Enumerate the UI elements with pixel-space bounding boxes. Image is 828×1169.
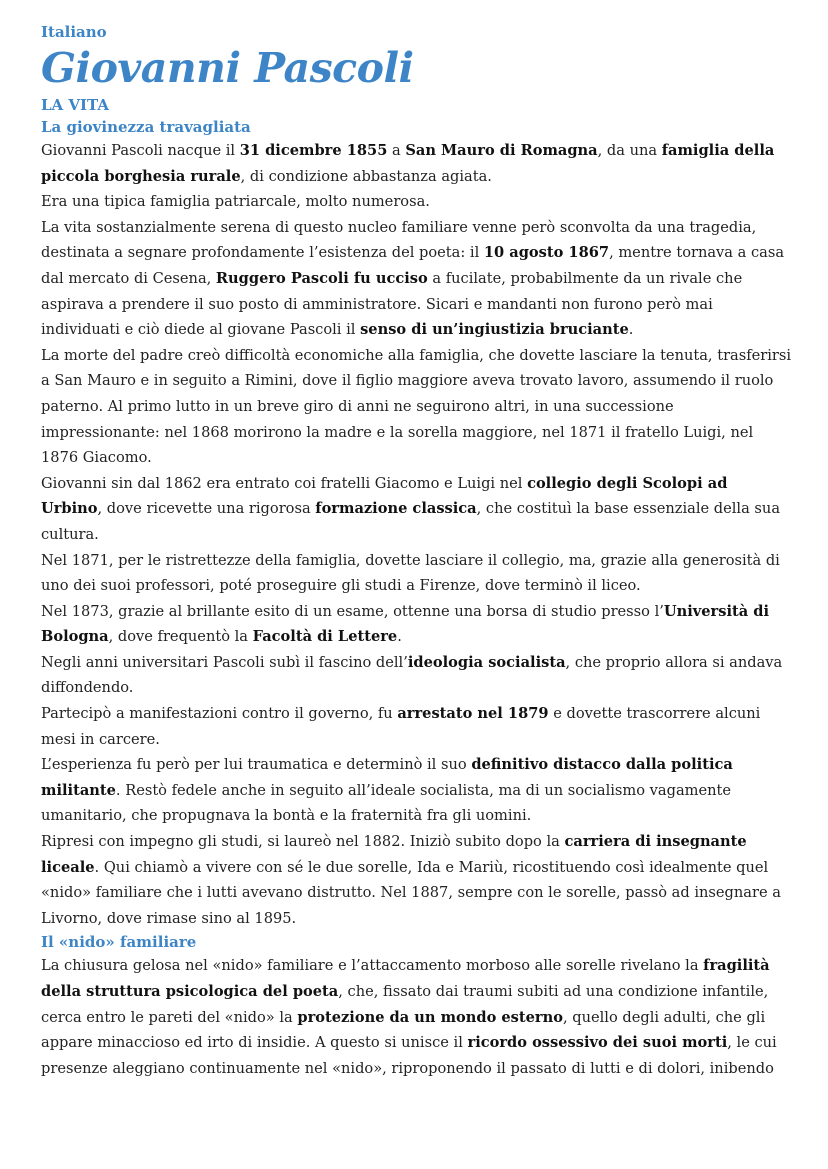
paragraph [41, 599, 793, 650]
text-run: e dovette trascorrere alcuni mesi in carcere. [41, 705, 761, 748]
bold-text: ideologia socialista [407, 653, 566, 671]
paragraph [41, 471, 793, 548]
section-heading-giovinezza: La giovinezza travagliata [41, 118, 251, 136]
giovinezza-body [41, 138, 793, 931]
text-run: Negli anni universitari Pascoli subì il fascino dell’ [41, 653, 408, 671]
bold-text: fragilità della struttura psicologica del poeta [41, 957, 770, 1000]
bold-text: collegio degli Scolopi ad Urbino [41, 474, 728, 518]
section-heading-vita: LA VITA [41, 96, 110, 114]
text-run: Ripresi con impegno gli studi, si laureò nel 1882. Iniziò subito dopo la [41, 833, 565, 851]
paragraph [41, 829, 793, 931]
text-run: La morte del padre creò difficoltà economiche alla famiglia, che dovette lasciare la tenuta, trasferirsi a San Mauro e in seguito a Rimini, dove il figlio maggiore aveva trovato lavoro, assumendo il ruolo paterno. Al primo lutto in un breve giro di anni ne seguirono altri, in una successione impressionante: nel 1868 morirono la madre e la sorella maggiore, nel 1871 il fratello Luigi, nel 1876 Giacomo. [41, 346, 792, 467]
text-run: , che proprio allora si andava diffondendo. [41, 653, 783, 697]
text-run: , da una [597, 142, 662, 159]
bold-text: ricordo ossessivo dei suoi morti [467, 1034, 728, 1052]
subject-label: Italiano [41, 23, 107, 41]
text-run: L’esperienza fu però per lui traumatica e determinò il suo [41, 756, 472, 774]
page-title: Giovanni Pascoli [41, 44, 414, 92]
paragraph [41, 548, 793, 599]
bold-text: Università di Bologna [41, 602, 770, 646]
bold-text: formazione classica [315, 500, 477, 518]
paragraph [41, 215, 793, 343]
text-run: Giovanni sin dal 1862 era entrato coi fratelli Giacomo e Luigi nel [41, 474, 528, 492]
text-run: . [628, 321, 634, 339]
text-run: Giovanni Pascoli nacque il [41, 142, 240, 159]
text-run: a fucilate, probabilmente da un rivale che aspirava a prendere il suo posto di amministratore. Sicari e mandanti non furono però mai individuati e ciò diede al giovane Pascoli il [41, 269, 743, 339]
paragraph [41, 701, 793, 752]
text-run: , dove frequentò la [108, 628, 253, 646]
text-run: , mentre tornava a casa dal mercato di Cesena, [41, 244, 785, 287]
paragraph [41, 138, 793, 189]
bold-text: 31 dicembre 1855 [239, 142, 388, 159]
text-run: La vita sostanzialmente serena di questo nucleo familiare venne però sconvolta da una tragedia, destinata a segnare profondamente l’esistenza del poeta: il [41, 218, 757, 262]
text-run: . [397, 628, 402, 646]
text-run: , di condizione abbastanza agiata. [240, 167, 492, 185]
text-run: Partecipò a manifestazioni contro il governo, fu [41, 705, 398, 723]
bold-text: protezione da un mondo esterno [297, 1008, 563, 1026]
text-run: , quello degli adulti, che gli appare minaccioso ed irto di insidie. A questo si unisce il [41, 1008, 766, 1052]
bold-text: senso di un’ingiustizia bruciante [360, 321, 629, 339]
text-run: , dove ricevette una rigorosa [97, 500, 316, 518]
bold-text: 10 agosto 1867 [483, 244, 610, 262]
bold-text: famiglia della piccola borghesia rurale [41, 142, 775, 185]
section-heading-nido: Il «nido» familiare [41, 933, 197, 952]
bold-text: carriera di insegnante liceale [41, 833, 747, 876]
paragraph-nido [41, 953, 793, 1081]
text-run: , che, fissato dai traumi subiti ad una condizione infantile, cerca entro le pareti del «nido» la [41, 983, 769, 1026]
paragraph [41, 752, 793, 829]
bold-text: arrestato nel 1879 [397, 705, 549, 723]
paragraph [41, 650, 793, 701]
bold-text: San Mauro di Romagna [405, 142, 598, 159]
paragraph [41, 343, 793, 471]
text-run: Era una tipica famiglia patriarcale, molto numerosa. [41, 193, 430, 211]
paragraph [41, 189, 793, 215]
bold-text: definitivo distacco dalla politica militante [41, 756, 733, 799]
text-run: Nel 1871, per le ristrettezze della famiglia, dovette lasciare il collegio, ma, grazie alla generosità di uno dei suoi professori, poté proseguire gli studi a Firenze, dove terminò il liceo. [41, 551, 780, 595]
text-run: a [387, 142, 406, 159]
document-page [41, 22, 793, 1081]
text-run: . Qui chiamò a vivere con sé le due sorelle, Ida e Mariù, ricostituendo così idealmente quel «nido» familiare che i lutti avevano distrutto. Nel 1887, sempre con le sorelle, passò ad insegnare a Livorno, dove rimase sino al 1895. [41, 858, 781, 927]
text-run: , che costituì la base essenziale della sua cultura. [41, 500, 781, 543]
bold-text: Ruggero Pascoli fu ucciso [215, 269, 428, 287]
text-run: . Restò fedele anche in seguito all’ideale socialista, ma di un socialismo vagamente umanitario, che propugnava la bontà e la fraternità fra gli uomini. [41, 781, 732, 825]
bold-text: Facoltà di Lettere [252, 628, 398, 646]
text-run: La chiusura gelosa nel «nido» familiare e l’attaccamento morboso alle sorelle rivelano la [41, 957, 704, 975]
text-run: , le cui presenze aleggiano continuamente nel «nido», riproponendo il passato di lutti e di dolori, inibendo [41, 1034, 777, 1077]
text-run: Nel 1873, grazie al brillante esito di un esame, ottenne una borsa di studio presso l’ [41, 602, 664, 620]
